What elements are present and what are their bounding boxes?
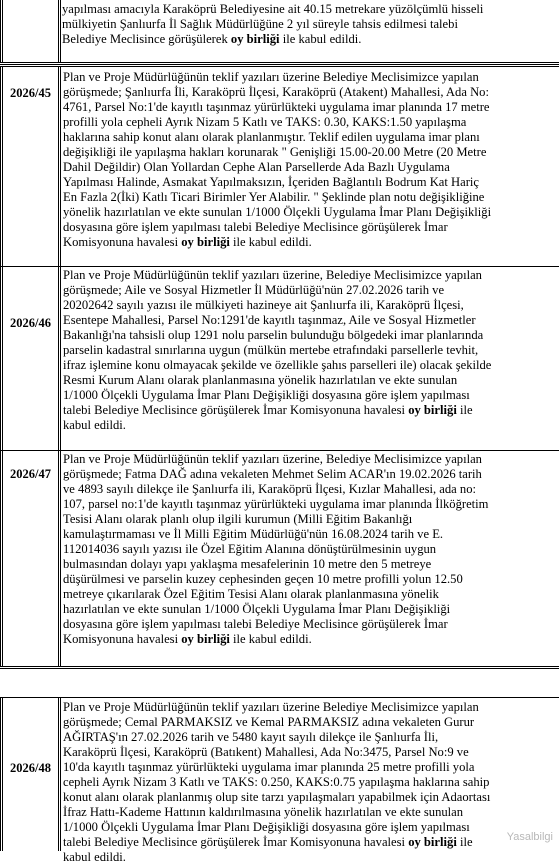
text-line: 1/1000 Ölçekli Uygulama İmar Planı Değişikliği dosyasına göre işlem yapılması xyxy=(63,388,470,402)
text-line: haklarına sahip konut alanı olarak planlanmıştır. Teklif edilen uygulama imar planı xyxy=(63,130,480,144)
text-line: düşürülmesi ve parselin kuzey cephesinden geçen 10 metre profilli yolun 12.50 xyxy=(63,572,463,586)
text-line: bulmasından dolayı yapı yaklaşma mesafelerinin 10 metre den 5 metreye xyxy=(63,557,432,571)
decision-text xyxy=(63,452,559,647)
decision-number-cell xyxy=(0,451,61,666)
decision-number-cell xyxy=(0,267,61,450)
text-line: dosyasına göre işlem yapılması talebi Belediye Meclisince görüşülerek İmar xyxy=(63,220,448,234)
text-line: kamulaştırmaması ve İl Milli Eğitim Müdürlüğü'nün 16.08.2024 tarih ve E. xyxy=(63,527,444,541)
text-line: metreye çıkarılarak Özel Eğitim Tesisi Alanı olarak planlanmasına yönelik xyxy=(63,587,439,601)
decision-text xyxy=(63,268,559,433)
text-line: 10'da kayıtlı taşınmaz yürürlükteki uygulama imar planında 25 metre profilli yola xyxy=(63,760,475,774)
unanimous-vote-text: oy birliği xyxy=(408,403,457,417)
text-line: talebi Belediye Meclisince görüşülerek İmar Komisyonuna havalesi oy birliği ile xyxy=(63,835,473,849)
decision-number: 2026/46 xyxy=(10,316,51,330)
text-line: Esentepe Mahallesi, Parsel No:1291'de kayıtlı taşınmaz, Aile ve Sosyal Hizmetler xyxy=(63,313,476,327)
decision-row-2026-47 xyxy=(0,450,559,666)
text-line: görüşmede; Cemal PARMAKSIZ ve Kemal PARMAKSIZ adına vekaleten Gurur xyxy=(63,715,475,729)
text-line: Tesisi Alanı olarak planlı olup ilgili kurumun (Milli Eğitim Bakanlığı xyxy=(63,512,413,526)
text-line: profilli yola cepheli Ayrık Nizam 5 Katlı ve TAKS: 0.30, KAKS:1.50 yapılaşma xyxy=(63,115,467,129)
text-line: kabul edildi. xyxy=(63,850,126,864)
text-line: Resmi Kurum Alanı olarak planlanmasına yönelik hazırlatılan ve ekte sunulan xyxy=(63,373,458,387)
text-line: 20202642 sayılı yazısı ile mülkiyeti hazineye ait Şanlıurfa ili, Karaköprü İlçesi, xyxy=(63,298,464,312)
text-line: 112014036 sayılı yazısı ile Özel Eğitim Alanına dönüştürülmesinin uygun xyxy=(63,542,437,556)
text-line: En Fazla 2(İki) Katlı Ticari Birimler Yer Alabilir. " Şeklinde plan notu değişikliğine xyxy=(63,190,485,204)
text-line: Plan ve Proje Müdürlüğünün teklif yazıları üzerine, Belediye Meclisimizce yapılan xyxy=(63,452,482,466)
decision-number-cell xyxy=(0,67,61,266)
text-line: Belediye Meclisince görüşülerek oy birliği ile kabul edildi. xyxy=(62,32,362,46)
text-line: Dahil Değildir) Olan Yollardan Cephe Alan Parsellerde Ada Bazlı Uygulama xyxy=(63,160,450,174)
text-line: mülkiyetin Şanlıurfa İl Sağlık Müdürlüğüne 2 yıl süreyle tahsis edilmesi talebi xyxy=(62,17,458,31)
decision-number: 2026/45 xyxy=(10,86,51,100)
text-line: kabul edildi. xyxy=(63,418,126,432)
text-line: Bakanlığı'na tahsisli olup 1291 nolu parselin bulunduğu bölgedeki imar planlarında xyxy=(63,328,484,342)
decision-text xyxy=(62,2,559,47)
decision-text xyxy=(63,70,559,250)
text-line: yönelik hazırlatılan ve ekte sunulan 1/1000 Ölçekli Uygulama İmar Planı Değişikliği xyxy=(63,205,492,219)
unanimous-vote-text: oy birliği xyxy=(181,632,230,646)
text-line: Plan ve Proje Müdürlüğünün teklif yazıları üzerine Belediye Meclisimizce yapılan xyxy=(63,70,479,84)
text-line: Yapılması Halinde, Asmakat Yapılmaksızın, İçeriden Bağlantılı Bodrum Kat Hariç xyxy=(63,175,479,189)
text-line: Komisyonuna havalesi oy birliği ile kabul edildi. xyxy=(63,632,312,646)
text-line: Komisyonuna havalesi oy birliği ile kabul edildi. xyxy=(63,235,312,249)
text-line: konut alanı olarak planlanmış olup site tarzı yapılaşmaları yapabilmek için Adaortası xyxy=(63,790,491,804)
page-separator xyxy=(0,62,559,65)
text-line: 107, parsel no:1'de kayıtlı taşınmaz yürürlükteki uygulama imar planında İlköğretim xyxy=(63,497,489,511)
text-line: İfraz Hattı-Kademe Hattının kaldırılmasına yönelik hazırlatılan ve ekte sunulan xyxy=(63,805,464,819)
text-line: değişikliği ile yapılaşma hakları korunarak " Genişliği 15.00-20.00 Metre (20 Metre xyxy=(63,145,487,159)
text-line: dosyasına göre işlem yapılması talebi Belediye Meclisince görüşülerek İmar xyxy=(63,617,448,631)
decision-row-2026-48 xyxy=(0,697,559,864)
text-line: AĞIRTAŞ'ın 27.02.2026 tarih ve 5480 kayıt sayılı dilekçe ile Şanlıurfa İli, xyxy=(63,730,439,744)
text-line: Karaköprü İlçesi, Karaköprü (Batıkent) Mahallesi, Ada No:3475, Parsel No:9 ve xyxy=(63,745,469,759)
text-line: Plan ve Proje Müdürlüğünün teklif yazıları üzerine, Belediye Meclisimizce yapılan xyxy=(63,268,482,282)
decision-number-cell xyxy=(0,698,61,851)
decision-row-2026-46 xyxy=(0,266,559,450)
decision-row-2026-45 xyxy=(0,66,559,266)
unanimous-vote-text: oy birliği xyxy=(181,235,230,249)
page-separator xyxy=(0,666,559,669)
text-line: parselin kadastral sınırlarına uygun (mülkün mertebe etrafındaki parsellerle tevhit, xyxy=(63,343,479,357)
text-line: ve 4893 sayılı dilekçe ile Şanlıurfa ili, Karaköprü İlçesi, Kızlar Mahallesi, ada no: xyxy=(63,482,477,496)
unanimous-vote-text: oy birliği xyxy=(230,32,280,46)
text-line: talebi Belediye Meclisince görüşülerek İmar Komisyonuna havalesi oy birliği ile xyxy=(63,403,473,417)
text-line: görüşmede; Şanlıurfa İli, Karaköprü İlçesi, Karaköprü (Atakent) Mahallesi, Ada No: xyxy=(63,85,489,99)
decision-row-continued xyxy=(0,0,559,62)
text-line: 1/1000 Ölçekli Uygulama İmar Planı Değişikliği dosyasına göre işlem yapılması xyxy=(63,820,470,834)
text-line: hazırlatılan ve ekte sunulan 1/1000 Ölçekli Uygulama İmar Planı Değişikliği xyxy=(63,602,451,616)
watermark-logo: Yasalbilgi xyxy=(506,831,553,843)
text-line: ifraz işlemine konu olmayacak şekilde ve özellikle şahıs parselleri ile) olacak şekilde xyxy=(63,358,492,372)
text-line: Plan ve Proje Müdürlüğünün teklif yazıları üzerine Belediye Meclisimizce yapılan xyxy=(63,700,479,714)
decision-number-cell xyxy=(0,0,61,62)
text-line: cepheli Ayrık Nizam 3 Katlı ve TAKS: 0.250, KAKS:0.75 yapılaşma haklarına sahip xyxy=(63,775,490,789)
text-line: yapılması amacıyla Karaköprü Belediyesine ait 40.15 metrekare yüzölçümlü hisseli xyxy=(62,2,484,16)
decision-number: 2026/48 xyxy=(10,761,51,775)
decision-text xyxy=(63,700,559,865)
text-line: görüşmede; Fatma DAĞ adına vekaleten Mehmet Selim ACAR'ın 19.02.2026 tarih xyxy=(63,467,482,481)
unanimous-vote-text: oy birliği xyxy=(408,835,457,849)
text-line: görüşmede; Aile ve Sosyal Hizmetler İl Müdürlüğü'nün 27.02.2026 tarih ve xyxy=(63,283,445,297)
text-line: 4761, Parsel No:1'de kayıtlı taşınmaz yürürlükteki uygulama imar planında 17 metre xyxy=(63,100,490,114)
decision-number: 2026/47 xyxy=(10,467,51,481)
